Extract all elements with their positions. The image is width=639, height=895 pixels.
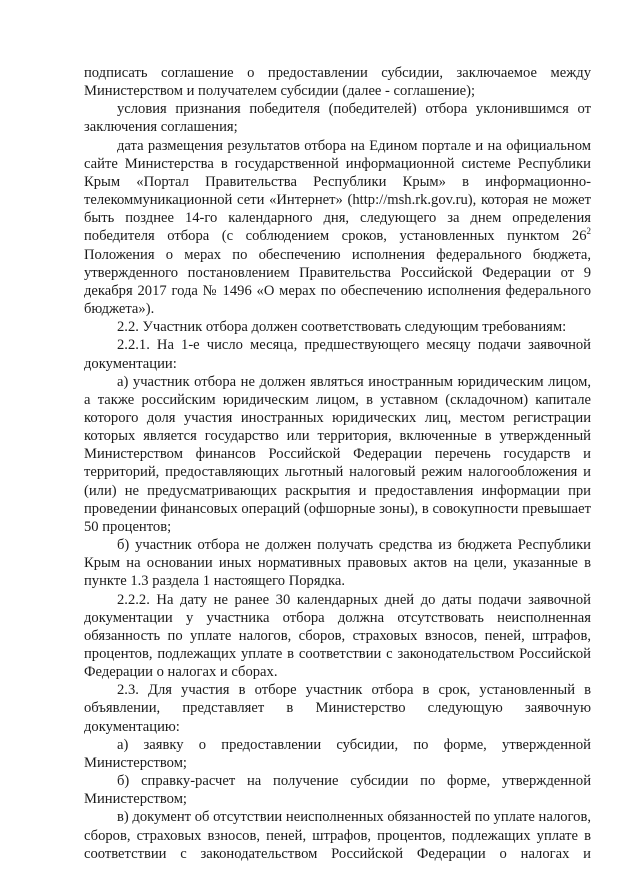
paragraph-2-3-b: б) справку-расчет на получение субсидии по форме, утвержденной Министерством;	[84, 773, 591, 808]
paragraph-2-3: 2.3. Для участия в отборе участник отбора в срок, установленный в объявлении, представляет в Министерство следующую заявочную документацию:	[84, 682, 591, 735]
paragraph-results-publication-date	[84, 137, 591, 319]
results-publication-text: дата размещения результатов отбора на Едином портале и на официальном сайте Министерства в государственной информационной системе Республики Крым «Портал Правительства Республики Крым» в информационно-телекоммуникационной сети «Интернет» (http://msh.rk.gov.ru), которая не может быть позднее 14-го календарного дня, следующего за днем определения победителя отбора (с соблюдением сроков, установленных пунктом 26	[84, 137, 591, 245]
paragraph-agreement-signing: подписать соглашение о предоставлении субсидии, заключаемое между Министерством и получателем субсидии (далее - соглашение);	[84, 65, 591, 100]
results-publication-text-continued: Положения о мерах по обеспечению исполнения федерального бюджета, утвержденного постановлением Правительства Российской Федерации от 9 декабря 2017 года № 1496 «О мерах по обеспечению исполнения федерального бюджета»).	[84, 246, 591, 318]
document-body	[84, 64, 591, 863]
paragraph-2-2-2: 2.2.2. На дату не ранее 30 календарных дней до даты подачи заявочной документации у участника отбора должна отсутствовать неисполненная обязанность по уплате налогов, сборов, страховых взносов, пеней, штрафов, процентов, подлежащих уплате в соответствии с законодательством Российской Федерации о налогах и сборах.	[84, 591, 591, 681]
paragraph-2-2-1-a: а) участник отбора не должен являться иностранным юридическим лицом, а также российским юридическим лицом, в уставном (складочном) капитале которого доля участия иностранных юридических лиц, местом регистрации которых является государство или территория, включенные в утвержденный Министерством финансов Российской Федерации перечень государств и территорий, предоставляющих льготный налоговый режим налогообложения и (или) не предусматривающих раскрытия и предоставления информации при проведении финансовых операций (офшорные зоны), в совокупности превышает 50 процентов;	[84, 373, 591, 535]
paragraph-2-2: 2.2. Участник отбора должен соответствовать следующим требованиям:	[117, 319, 567, 336]
paragraph-2-3-a: а) заявку о предоставлении субсидии, по форме, утвержденной Министерством;	[84, 736, 591, 771]
paragraph-2-2-1-b: б) участник отбора не должен получать средства из бюджета Республики Крым на основании иных нормативных правовых актов на цели, указанные в пункте 1.3 раздела 1 настоящего Порядка.	[84, 537, 591, 590]
paragraph-2-2-1: 2.2.1. На 1-е число месяца, предшествующего месяцу подачи заявочной документации:	[84, 337, 591, 372]
paragraph-evasion-conditions: условия признания победителя (победителей) отбора уклонившимся от заключения соглашения;	[84, 101, 591, 136]
paragraph-2-3-v: в) документ об отсутствии неисполненных обязанностей по уплате налогов, сборов, страховых взносов, пеней, штрафов, процентов, подлежащих уплате в соответствии с законодательством Российской Федерации о налогах и	[84, 809, 591, 862]
footnote-superscript: 2	[586, 226, 591, 237]
